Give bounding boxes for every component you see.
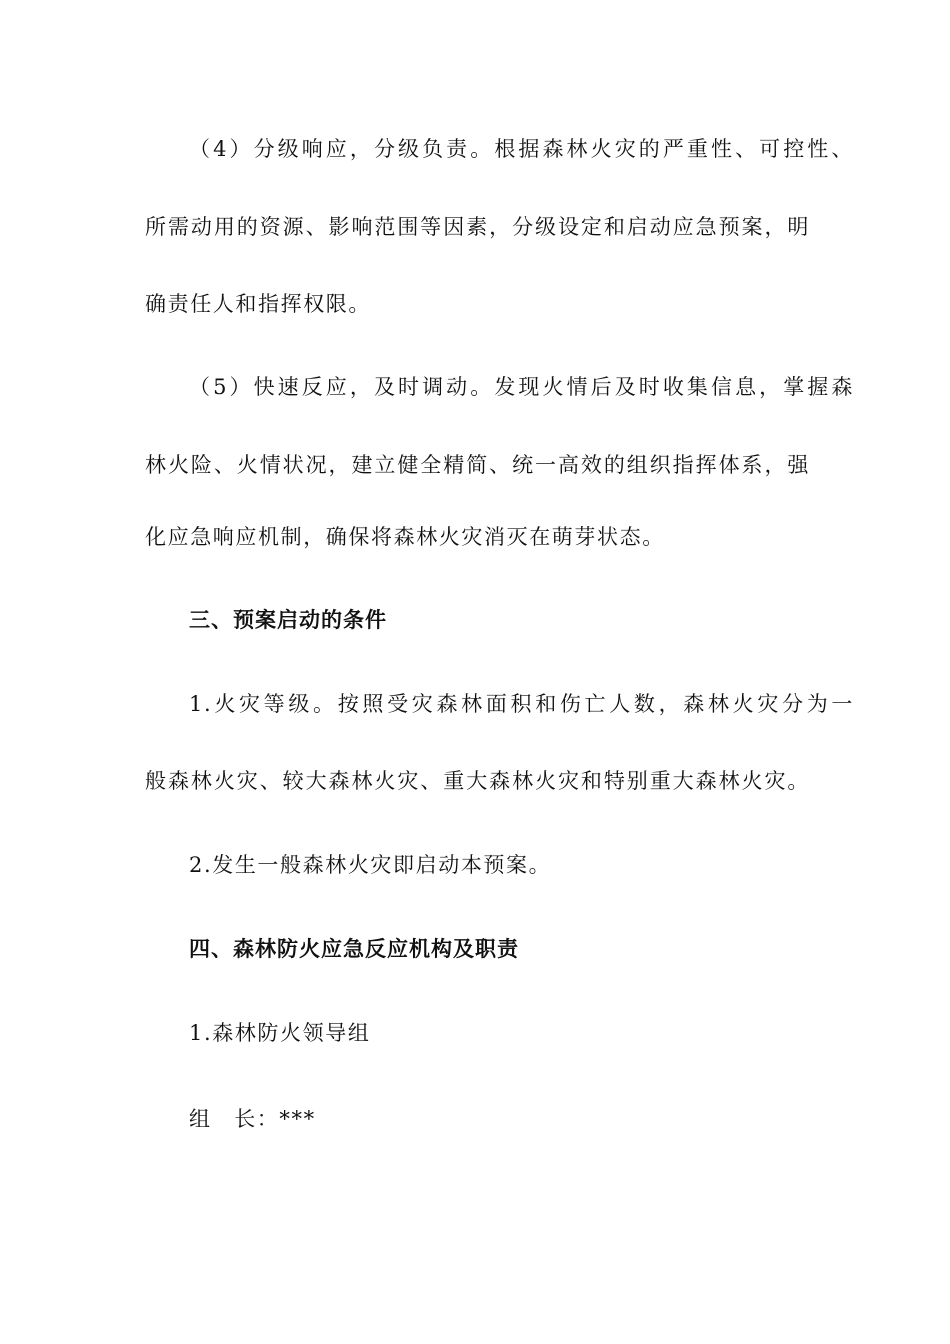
paragraph-5-line-3: 化应急响应机制，确保将森林火灾消灭在萌芽状态。 [145, 525, 665, 549]
paragraph-5-line-2: 林火险、火情状况，建立健全精简、统一高效的组织指挥体系，强 [145, 453, 810, 477]
paragraph-4-line-2: 所需动用的资源、影响范围等因素，分级设定和启动应急预案，明 [145, 215, 810, 239]
paragraph-4-line-3: 确责任人和指挥权限。 [145, 292, 371, 316]
section-3-item-2: 2.发生一般森林火灾即启动本预案。 [189, 853, 552, 877]
leader-line: 组 长：*** [189, 1107, 316, 1131]
paragraph-5-line-1: （5）快速反应，及时调动。发现火情后及时收集信息，掌握森 [189, 375, 854, 399]
paragraph-4-line-1: （4）分级响应，分级负责。根据森林火灾的严重性、可控性、 [189, 137, 854, 161]
section-4-heading: 四、森林防火应急反应机构及职责 [189, 937, 519, 961]
section-4-item-1: 1.森林防火领导组 [189, 1021, 371, 1045]
section-3-heading: 三、预案启动的条件 [189, 608, 387, 632]
section-3-item-1-line-2: 般森林火灾、较大森林火灾、重大森林火灾和特别重大森林火灾。 [145, 769, 810, 793]
section-3-item-1-line-1: 1.火灾等级。按照受灾森林面积和伤亡人数，森林火灾分为一 [189, 692, 854, 716]
